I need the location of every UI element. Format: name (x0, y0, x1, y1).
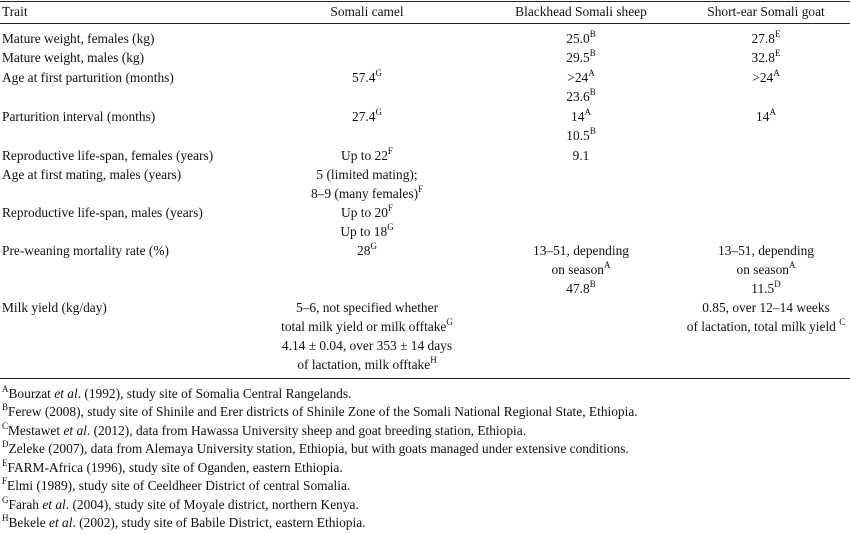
camel-value: 5 (limited mating); (316, 167, 418, 182)
sheep-value: on season$^A$ (551, 260, 611, 277)
header-rule (0, 23, 850, 24)
footnote-g: $^G$Farah et al. (2004), study site of Moyale district, northern Kenya. (2, 495, 359, 512)
sheep-value: $25.0^B$ (566, 29, 596, 46)
footnote-a: $^A$Bourzat et al. (1992), study site of Somalia Central Rangelands. (2, 384, 352, 401)
sheep-value: 9.1 (572, 148, 590, 163)
goat-value: $14^A$ (756, 107, 776, 124)
camel-value: 5–6, not specified whether (295, 300, 439, 315)
footnote-h: $^H$Bekele et al. (2002), study site of Babile District, eastern Ethiopia. (2, 513, 366, 530)
sheep-value: $23.6^B$ (566, 87, 596, 104)
header-goat: Short-ear Somali goat (707, 4, 825, 19)
goat-value: on season$^A$ (736, 260, 796, 277)
goat-value: $27.8^E$ (751, 29, 781, 46)
top-rule (0, 1, 850, 2)
goat-value: $>24^A$ (752, 68, 780, 85)
sheep-value: $10.5^B$ (566, 126, 596, 143)
camel-value: Up to $20^F$ (341, 203, 393, 220)
header-sheep: Blackhead Somali sheep (515, 4, 647, 19)
camel-value: $57.4^G$ (352, 68, 382, 85)
camel-value: Up to $18^G$ (340, 222, 394, 239)
goat-value: $32.8^E$ (751, 48, 781, 65)
camel-value: $28^G$ (357, 241, 377, 258)
camel-value: $27.4^G$ (352, 107, 382, 124)
camel-value: 4.14 ± 0.04, over 353 ± 14 days (281, 338, 453, 353)
footnote-c: $^C$Mestawet et al. (2012), data from Hawassa University sheep and goat breeding station, Ethiopia. (2, 421, 527, 438)
footnote-e: $^E$FARM-Africa (1996), study site of Oganden, eastern Ethiopia. (2, 458, 343, 475)
goat-value: 13–51, depending (718, 243, 814, 258)
footnote-b: $^B$Ferew (2008), study site of Shinile and Erer districts of Shinile Zone of the Somali National Regional State, Ethiopia. (2, 402, 638, 419)
trait-milk-yield: Milk yield (kg/day) (2, 300, 107, 315)
trait-age-first-parturition: Age at first parturition (months) (2, 70, 174, 85)
footnote-f: $^F$Elmi (1989), study site of Ceeldheer District of central Somalia. (2, 476, 351, 493)
header-camel: Somali camel (330, 4, 404, 19)
trait-repro-lifespan-females: Reproductive life-span, females (years) (2, 148, 214, 163)
goat-value: $11.5^D$ (751, 279, 781, 296)
trait-age-first-mating-males: Age at first mating, males (years) (2, 167, 182, 182)
sheep-value: 13–51, depending (533, 243, 629, 258)
trait-mature-weight-males: Mature weight, males (kg) (2, 50, 145, 65)
trait-repro-lifespan-males: Reproductive life-span, males (years) (2, 205, 203, 220)
camel-value: total milk yield or milk offtake$^G$ (281, 317, 453, 334)
goat-value: 0.85, over 12–14 weeks (702, 300, 830, 315)
sheep-value: $29.5^B$ (566, 48, 596, 65)
sheep-value: $14^A$ (571, 107, 591, 124)
sheep-value: $>24^A$ (567, 68, 595, 85)
footnote-d: $^D$Zeleke (2007), data from Alemaya University station, Ethiopia, but with goats managed under extensive conditions. (2, 439, 629, 456)
header-trait: Trait (2, 4, 28, 19)
camel-value: 8–9 (many females)$^F$ (310, 184, 424, 201)
trait-mature-weight-females: Mature weight, females (kg) (2, 31, 155, 46)
trait-parturition-interval: Parturition interval (months) (2, 109, 156, 124)
sheep-value: $47.8^B$ (566, 279, 596, 296)
bottom-rule (0, 378, 850, 379)
camel-value: of lactation, milk offtake$^H$ (297, 355, 437, 372)
goat-value: of lactation, total milk yield $^C$ (686, 317, 846, 334)
trait-preweaning-mortality: Pre-weaning mortality rate (%) (2, 243, 169, 258)
camel-value: Up to $22^F$ (341, 146, 393, 163)
